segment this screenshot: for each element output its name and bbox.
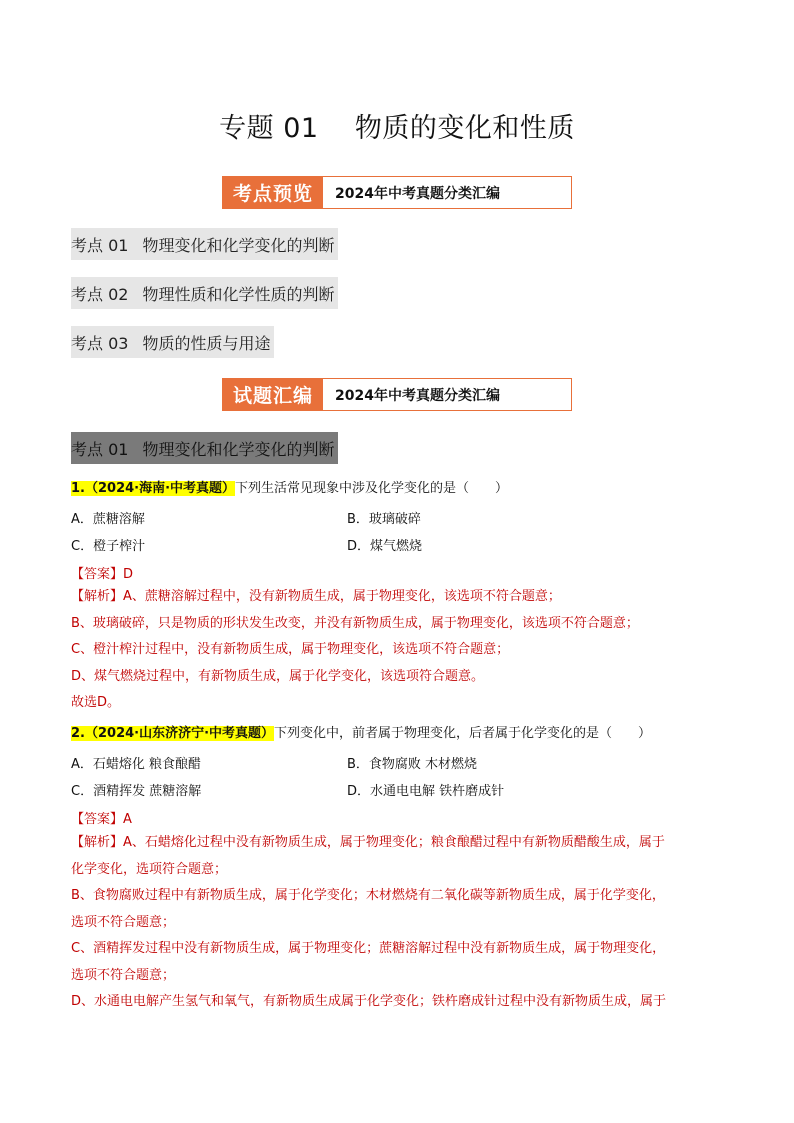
kaodian-item-3 <box>71 326 274 358</box>
question-2-stem <box>71 724 651 744</box>
option-b: B．食物腐败 木材燃烧 <box>347 757 478 772</box>
kaodian-text: 物质的性质与用途 <box>142 333 271 353</box>
question-text: 下列生活常见现象中涉及化学变化的是（ ） <box>235 481 509 496</box>
section-text: 物理变化和化学变化的判断 <box>142 439 335 459</box>
answer-value: D <box>123 567 134 582</box>
banner-preview-subtitle: 2024年中考真题分类汇编 <box>335 185 500 202</box>
kaodian-text: 物理性质和化学性质的判断 <box>142 284 335 304</box>
kaodian-item-2 <box>71 277 338 309</box>
analysis-label: 【解析】 <box>71 589 124 604</box>
analysis-line: 【解析】A、蔗糖溶解过程中，没有新物质生成，属于物理变化，该选项不符合题意； <box>71 589 561 604</box>
question-text: 下列变化中，前者属于物理变化，后者属于化学变化的是（ ） <box>274 726 652 741</box>
option-c: C．酒精挥发 蔗糖溶解 <box>71 784 202 799</box>
kaodian-item-1 <box>71 228 338 260</box>
banner-preview <box>222 176 572 209</box>
analysis-conclusion: 故选D。 <box>71 695 121 710</box>
analysis-line: 化学变化，选项符合题意； <box>71 861 228 877</box>
banner-preview-tag: 考点预览 <box>223 177 323 208</box>
analysis-line: 【解析】A、石蜡熔化过程中没有新物质生成，属于物理变化；粮食酿醋过程中有新物质醋酸生成，属于 <box>71 835 665 850</box>
option-a: A．石蜡熔化 粮食酿醋 <box>71 757 202 772</box>
banner-questions-subtitle: 2024年中考真题分类汇编 <box>335 387 500 404</box>
option-d: D．水通电电解 铁杵磨成针 <box>347 784 505 799</box>
analysis-line: 选项不符合题意； <box>71 967 176 983</box>
answer-label: 【答案】 <box>71 567 124 582</box>
kaodian-code: 考点 01 <box>71 235 129 255</box>
kaodian-text: 物理变化和化学变化的判断 <box>142 235 335 255</box>
banner-questions-tag: 试题汇编 <box>223 379 323 410</box>
answer-label: 【答案】 <box>71 812 124 827</box>
question-number: 1. <box>71 481 85 496</box>
kaodian-code: 考点 03 <box>71 333 129 353</box>
banner-questions <box>222 378 572 411</box>
answer-line <box>71 563 133 582</box>
analysis-line: C、橙汁榨汁过程中，没有新物质生成，属于物理变化，该选项不符合题意； <box>71 642 510 657</box>
analysis-line: B、食物腐败过程中有新物质生成，属于化学变化；木材燃烧有二氧化碳等新物质生成，属于化学变化， <box>71 888 665 903</box>
question-source: （2024·海南·中考真题） <box>84 481 236 496</box>
question-number: 2. <box>71 726 85 741</box>
analysis-label: 【解析】 <box>71 835 124 850</box>
option-a: A．蔗糖溶解 <box>71 512 145 527</box>
section-code: 考点 01 <box>71 439 129 459</box>
section-heading <box>71 432 338 464</box>
question-1-stem <box>71 479 508 499</box>
option-b: B．玻璃破碎 <box>347 512 421 527</box>
option-c: C．橙子榨汁 <box>71 539 146 554</box>
analysis-line: D、水通电电解产生氢气和氧气，有新物质生成属于化学变化；铁杵磨成针过程中没有新物质生成，属于 <box>71 994 667 1009</box>
analysis-block <box>71 830 721 1016</box>
option-d: D．煤气燃烧 <box>347 539 423 554</box>
analysis-line: 选项不符合题意； <box>71 914 176 930</box>
answer-value: A <box>123 812 132 827</box>
page-title: 专题 01 物质的变化和性质 <box>219 113 575 144</box>
analysis-line: C、酒精挥发过程中没有新物质生成，属于物理变化；蔗糖溶解过程中没有新物质生成，属于物理变化， <box>71 941 666 956</box>
analysis-block <box>71 584 721 717</box>
question-source: （2024·山东济济宁·中考真题） <box>84 726 275 741</box>
analysis-line: B、玻璃破碎，只是物质的形状发生改变，并没有新物质生成，属于物理变化，该选项不符合题意； <box>71 615 639 631</box>
kaodian-code: 考点 02 <box>71 284 129 304</box>
analysis-line: D、煤气燃烧过程中，有新物质生成，属于化学变化，该选项符合题意。 <box>71 668 485 684</box>
answer-line <box>71 808 132 827</box>
